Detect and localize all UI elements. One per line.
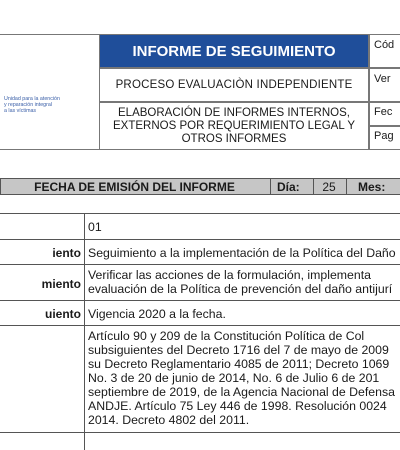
- procedure-name: ELABORACIÓN DE INFORMES INTERNOS, EXTERNOS POR REQUERIMIENTO LEGAL Y OTROS INFORMES: [99, 102, 369, 150]
- table-column-divider: [84, 213, 85, 450]
- subject-value: Seguimiento a la implementación de la Política del Daño: [88, 246, 396, 260]
- day-label: Día:: [277, 180, 300, 194]
- table-border-top: [0, 213, 400, 214]
- document-title: INFORME DE SEGUIMIENTO: [99, 34, 369, 68]
- row-divider: [0, 325, 400, 326]
- row-divider: [0, 264, 400, 265]
- row-label: uiento: [45, 307, 81, 321]
- code-label: Cód: [369, 34, 400, 68]
- divider: [346, 178, 347, 195]
- scope-value: Vigencia 2020 a la fecha.: [88, 307, 226, 321]
- row-divider: [0, 300, 400, 301]
- version-label: Ver: [369, 68, 400, 102]
- legal-criteria-value: Artículo 90 y 209 de la Constitución Política de Col subsiguientes del Decreto 1716 del 7 de mayo de 2009 su Decreto Reglamentario 4085 de 2011; Decreto 1069 No. 3 de 20 de junio de 2014, No. 6 de Julio 6 de 201 septiembre de 2019, de la Agencia Nacional de Defensa ANDJE. Artículo 75 Ley 446 de 1998. Resolución 0024 2014. Decreto 4802 del 2011.: [88, 329, 395, 427]
- date-label: Fec: [369, 102, 400, 126]
- row-divider: [0, 432, 400, 433]
- process-name: PROCESO EVALUACIÒN INDEPENDIENTE: [99, 68, 369, 102]
- organization-logo: Unidad para la atención y reparación integral a las víctimas: [4, 96, 60, 114]
- emission-date-label: FECHA DE EMISIÓN DEL INFORME: [34, 180, 235, 194]
- row-divider: [0, 239, 400, 240]
- row-label: iento: [52, 246, 81, 260]
- row-label: miento: [41, 277, 81, 291]
- divider: [270, 178, 271, 195]
- objective-value: Verificar las acciones de la formulación, implementa evaluación de la Política de prevención del daño antijurí: [88, 268, 393, 296]
- logo-cell: [0, 34, 99, 150]
- report-number-value: 01: [88, 220, 102, 234]
- month-label: Mes:: [358, 180, 386, 194]
- day-value: 25: [322, 180, 336, 194]
- page-label: Pag: [369, 126, 400, 150]
